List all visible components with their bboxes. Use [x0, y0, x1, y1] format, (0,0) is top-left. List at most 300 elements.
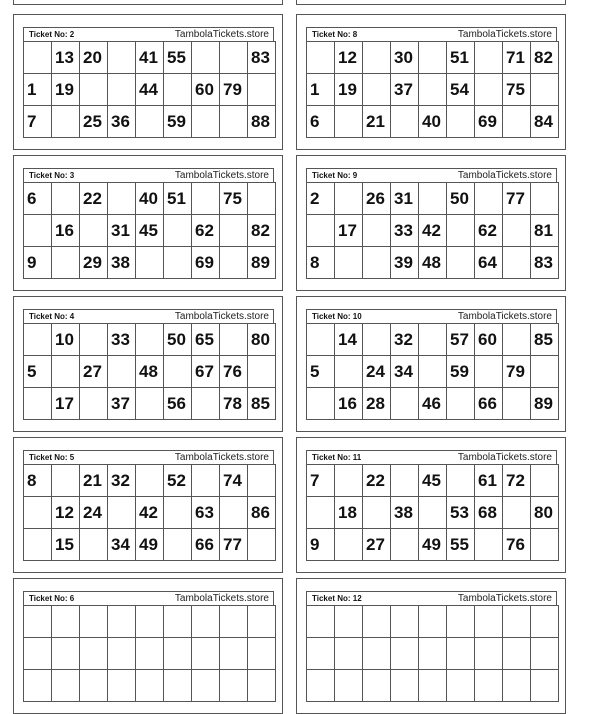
ticket-cell [192, 42, 220, 74]
ticket-cell [391, 638, 419, 670]
ticket-cell [52, 106, 80, 138]
ticket-cell [475, 74, 503, 106]
ticket-cell [391, 606, 419, 638]
ticket-cell [108, 606, 136, 638]
ticket-number: Ticket No: 4 [29, 312, 75, 321]
ticket-row [24, 465, 276, 497]
ticket-cell: 37 [108, 388, 136, 420]
ticket-cell: 7 [24, 106, 52, 138]
ticket-cell [419, 74, 447, 106]
ticket-cell [419, 356, 447, 388]
ticket-grid [306, 323, 559, 420]
tambola-ticket [13, 155, 283, 291]
ticket-cell: 15 [52, 529, 80, 561]
ticket-row [307, 606, 559, 638]
ticket-cell: 48 [136, 356, 164, 388]
ticket-cell [475, 183, 503, 215]
ticket-cell: 12 [52, 497, 80, 529]
ticket-cell: 33 [108, 324, 136, 356]
ticket-cell [531, 638, 559, 670]
ticket-cell [248, 638, 276, 670]
ticket-cell: 62 [475, 215, 503, 247]
ticket-row [24, 183, 276, 215]
ticket-cell: 14 [335, 324, 363, 356]
ticket-cell [531, 356, 559, 388]
ticket-cell: 19 [52, 74, 80, 106]
ticket-cell: 32 [108, 465, 136, 497]
ticket-row [24, 670, 276, 702]
ticket-cell: 54 [447, 74, 475, 106]
ticket-cell: 18 [335, 497, 363, 529]
ticket-cell: 31 [108, 215, 136, 247]
ticket-row [24, 356, 276, 388]
tambola-ticket [13, 0, 283, 5]
ticket-cell [307, 497, 335, 529]
ticket-cell: 46 [419, 388, 447, 420]
ticket-cell: 76 [220, 356, 248, 388]
ticket-cell [447, 215, 475, 247]
tambola-ticket [296, 155, 566, 291]
ticket-cell [248, 74, 276, 106]
ticket-cell: 36 [108, 106, 136, 138]
ticket-cell: 56 [164, 388, 192, 420]
ticket-row [307, 529, 559, 561]
ticket-cell [136, 670, 164, 702]
ticket-cell: 1 [24, 74, 52, 106]
ticket-grid [23, 605, 276, 702]
ticket-row [307, 183, 559, 215]
ticket-cell [108, 74, 136, 106]
ticket-cell: 28 [363, 388, 391, 420]
ticket-cell [363, 215, 391, 247]
ticket-cell [192, 183, 220, 215]
ticket-row [24, 324, 276, 356]
ticket-cell [80, 638, 108, 670]
ticket-cell [447, 106, 475, 138]
ticket-cell [475, 606, 503, 638]
ticket-cell [164, 638, 192, 670]
ticket-cell: 57 [447, 324, 475, 356]
ticket-cell: 65 [192, 324, 220, 356]
ticket-cell [531, 183, 559, 215]
ticket-cell [136, 247, 164, 279]
ticket-cell [24, 497, 52, 529]
ticket-cell [80, 529, 108, 561]
ticket-cell: 19 [335, 74, 363, 106]
ticket-cell: 2 [307, 183, 335, 215]
ticket-cell [24, 388, 52, 420]
ticket-cell: 17 [52, 388, 80, 420]
ticket-header [306, 450, 557, 464]
ticket-row [24, 215, 276, 247]
ticket-cell: 84 [531, 106, 559, 138]
ticket-cell: 67 [192, 356, 220, 388]
ticket-cell [24, 42, 52, 74]
ticket-cell [52, 247, 80, 279]
ticket-cell [220, 215, 248, 247]
ticket-header [23, 309, 274, 323]
ticket-header [306, 309, 557, 323]
ticket-row [24, 106, 276, 138]
ticket-cell: 86 [248, 497, 276, 529]
ticket-row [24, 529, 276, 561]
tambola-ticket [13, 578, 283, 714]
ticket-number: Ticket No: 9 [312, 171, 358, 180]
tambola-ticket [13, 296, 283, 432]
site-name: TambolaTickets.store [457, 452, 552, 463]
ticket-cell [335, 356, 363, 388]
ticket-cell [335, 106, 363, 138]
ticket-cell: 60 [192, 74, 220, 106]
ticket-cell [220, 42, 248, 74]
ticket-cell: 39 [391, 247, 419, 279]
ticket-cell [164, 74, 192, 106]
site-name: TambolaTickets.store [174, 452, 269, 463]
ticket-cell [363, 74, 391, 106]
ticket-cell: 20 [80, 42, 108, 74]
ticket-cell: 6 [24, 183, 52, 215]
ticket-cell [503, 638, 531, 670]
ticket-cell [220, 606, 248, 638]
ticket-cell [80, 74, 108, 106]
ticket-cell: 22 [363, 465, 391, 497]
site-name: TambolaTickets.store [457, 311, 552, 322]
tambola-ticket [13, 14, 283, 150]
ticket-cell [307, 638, 335, 670]
ticket-cell: 49 [419, 529, 447, 561]
ticket-cell: 71 [503, 42, 531, 74]
ticket-cell: 25 [80, 106, 108, 138]
ticket-cell: 27 [80, 356, 108, 388]
ticket-cell: 17 [335, 215, 363, 247]
ticket-cell [80, 670, 108, 702]
ticket-cell [307, 42, 335, 74]
ticket-row [307, 670, 559, 702]
ticket-grid [23, 323, 276, 420]
ticket-cell: 42 [419, 215, 447, 247]
ticket-cell: 80 [531, 497, 559, 529]
ticket-cell [52, 638, 80, 670]
site-name: TambolaTickets.store [174, 593, 269, 604]
ticket-cell [136, 638, 164, 670]
ticket-row [307, 42, 559, 74]
ticket-cell [248, 606, 276, 638]
ticket-cell [531, 74, 559, 106]
ticket-cell [335, 606, 363, 638]
ticket-cell [192, 638, 220, 670]
ticket-cell: 55 [447, 529, 475, 561]
ticket-cell: 10 [52, 324, 80, 356]
ticket-cell [164, 356, 192, 388]
tambola-ticket [296, 578, 566, 714]
ticket-cell [335, 183, 363, 215]
ticket-cell [447, 465, 475, 497]
ticket-cell: 1 [307, 74, 335, 106]
ticket-header [23, 168, 274, 182]
ticket-row [24, 247, 276, 279]
ticket-cell [531, 670, 559, 702]
ticket-cell: 69 [192, 247, 220, 279]
ticket-row [307, 247, 559, 279]
ticket-cell: 21 [363, 106, 391, 138]
ticket-cell [475, 638, 503, 670]
ticket-cell: 26 [363, 183, 391, 215]
ticket-cell [24, 324, 52, 356]
site-name: TambolaTickets.store [174, 170, 269, 181]
ticket-cell [220, 670, 248, 702]
ticket-cell: 40 [419, 106, 447, 138]
ticket-cell [80, 388, 108, 420]
ticket-cell: 53 [447, 497, 475, 529]
ticket-cell [419, 670, 447, 702]
ticket-cell: 78 [220, 388, 248, 420]
ticket-row [307, 388, 559, 420]
ticket-cell: 9 [307, 529, 335, 561]
site-name: TambolaTickets.store [457, 170, 552, 181]
ticket-cell [503, 215, 531, 247]
ticket-cell: 68 [475, 497, 503, 529]
ticket-cell [164, 670, 192, 702]
ticket-cell [503, 606, 531, 638]
ticket-cell [363, 497, 391, 529]
ticket-cell [80, 606, 108, 638]
ticket-cell: 83 [248, 42, 276, 74]
ticket-row [307, 465, 559, 497]
site-name: TambolaTickets.store [457, 593, 552, 604]
ticket-cell [503, 106, 531, 138]
ticket-cell: 22 [80, 183, 108, 215]
ticket-cell [248, 670, 276, 702]
ticket-cell: 74 [220, 465, 248, 497]
ticket-cell [108, 670, 136, 702]
ticket-row [307, 215, 559, 247]
ticket-cell [248, 465, 276, 497]
ticket-cell: 38 [108, 247, 136, 279]
ticket-cell: 5 [307, 356, 335, 388]
ticket-cell [108, 356, 136, 388]
ticket-cell: 51 [447, 42, 475, 74]
ticket-cell: 49 [136, 529, 164, 561]
ticket-cell [80, 215, 108, 247]
ticket-cell [24, 529, 52, 561]
ticket-row [307, 638, 559, 670]
ticket-cell: 75 [220, 183, 248, 215]
ticket-row [307, 324, 559, 356]
ticket-cell [164, 215, 192, 247]
ticket-cell [531, 606, 559, 638]
ticket-cell [192, 388, 220, 420]
ticket-cell [363, 606, 391, 638]
ticket-cell: 83 [531, 247, 559, 279]
ticket-cell [447, 638, 475, 670]
ticket-cell [164, 247, 192, 279]
ticket-cell [307, 388, 335, 420]
ticket-cell [108, 183, 136, 215]
ticket-cell: 63 [192, 497, 220, 529]
ticket-cell: 61 [475, 465, 503, 497]
ticket-cell: 34 [108, 529, 136, 561]
ticket-row [307, 497, 559, 529]
ticket-cell [220, 247, 248, 279]
ticket-cell: 82 [531, 42, 559, 74]
ticket-cell: 32 [391, 324, 419, 356]
ticket-cell: 13 [52, 42, 80, 74]
ticket-cell [363, 638, 391, 670]
ticket-cell: 8 [24, 465, 52, 497]
ticket-header [23, 450, 274, 464]
ticket-cell [80, 324, 108, 356]
ticket-cell [475, 356, 503, 388]
ticket-cell [307, 215, 335, 247]
ticket-cell: 41 [136, 42, 164, 74]
ticket-cell: 33 [391, 215, 419, 247]
ticket-cell [164, 529, 192, 561]
ticket-cell: 37 [391, 74, 419, 106]
ticket-cell [363, 247, 391, 279]
ticket-grid [306, 182, 559, 279]
ticket-row [24, 497, 276, 529]
ticket-cell: 30 [391, 42, 419, 74]
ticket-cell: 12 [335, 42, 363, 74]
ticket-cell: 40 [136, 183, 164, 215]
ticket-cell [52, 670, 80, 702]
ticket-cell: 85 [248, 388, 276, 420]
ticket-row [307, 356, 559, 388]
ticket-cell [248, 183, 276, 215]
ticket-cell: 72 [503, 465, 531, 497]
ticket-cell [475, 529, 503, 561]
ticket-cell: 50 [164, 324, 192, 356]
ticket-cell: 81 [531, 215, 559, 247]
ticket-cell [136, 106, 164, 138]
ticket-number: Ticket No: 5 [29, 453, 75, 462]
ticket-cell [475, 670, 503, 702]
ticket-cell: 38 [391, 497, 419, 529]
ticket-number: Ticket No: 11 [312, 453, 362, 462]
site-name: TambolaTickets.store [174, 311, 269, 322]
ticket-cell [24, 638, 52, 670]
ticket-cell [192, 106, 220, 138]
ticket-cell [335, 247, 363, 279]
ticket-row [24, 638, 276, 670]
ticket-cell: 66 [475, 388, 503, 420]
ticket-header [306, 591, 557, 605]
ticket-cell: 55 [164, 42, 192, 74]
ticket-cell [24, 606, 52, 638]
ticket-cell: 50 [447, 183, 475, 215]
ticket-number: Ticket No: 6 [29, 594, 75, 603]
ticket-cell: 27 [363, 529, 391, 561]
tambola-ticket [296, 437, 566, 573]
ticket-cell: 82 [248, 215, 276, 247]
ticket-cell [419, 638, 447, 670]
ticket-cell [307, 606, 335, 638]
ticket-cell: 44 [136, 74, 164, 106]
ticket-cell [307, 670, 335, 702]
ticket-cell: 6 [307, 106, 335, 138]
ticket-cell: 66 [192, 529, 220, 561]
ticket-cell [307, 324, 335, 356]
ticket-cell [391, 106, 419, 138]
ticket-cell [192, 670, 220, 702]
ticket-header [23, 591, 274, 605]
ticket-cell [164, 606, 192, 638]
ticket-grid [306, 464, 559, 561]
ticket-cell [52, 606, 80, 638]
ticket-cell [248, 529, 276, 561]
ticket-number: Ticket No: 12 [312, 594, 362, 603]
ticket-cell [52, 465, 80, 497]
ticket-cell: 24 [80, 497, 108, 529]
ticket-cell [335, 529, 363, 561]
ticket-cell [419, 606, 447, 638]
ticket-cell: 85 [531, 324, 559, 356]
tambola-ticket [13, 437, 283, 573]
ticket-cell: 45 [419, 465, 447, 497]
ticket-cell [335, 465, 363, 497]
ticket-cell [503, 324, 531, 356]
ticket-row [307, 106, 559, 138]
ticket-cell: 8 [307, 247, 335, 279]
ticket-cell [419, 497, 447, 529]
ticket-header [306, 27, 557, 41]
ticket-cell: 79 [220, 74, 248, 106]
ticket-cell [419, 42, 447, 74]
tambola-ticket [296, 14, 566, 150]
ticket-row [24, 606, 276, 638]
ticket-cell [363, 42, 391, 74]
ticket-cell: 9 [24, 247, 52, 279]
ticket-grid [23, 182, 276, 279]
ticket-cell [248, 356, 276, 388]
ticket-cell [447, 388, 475, 420]
ticket-cell [447, 670, 475, 702]
ticket-cell: 21 [80, 465, 108, 497]
ticket-cell [335, 638, 363, 670]
site-name: TambolaTickets.store [457, 29, 552, 40]
ticket-cell [220, 106, 248, 138]
ticket-cell: 16 [335, 388, 363, 420]
ticket-cell [136, 388, 164, 420]
ticket-cell [391, 670, 419, 702]
ticket-cell [136, 324, 164, 356]
ticket-cell [447, 247, 475, 279]
ticket-cell [531, 465, 559, 497]
ticket-cell [335, 670, 363, 702]
ticket-cell: 69 [475, 106, 503, 138]
ticket-cell [503, 388, 531, 420]
ticket-cell [447, 606, 475, 638]
ticket-cell [192, 606, 220, 638]
site-name: TambolaTickets.store [174, 29, 269, 40]
ticket-row [307, 74, 559, 106]
ticket-cell [220, 497, 248, 529]
ticket-cell: 16 [52, 215, 80, 247]
ticket-cell: 76 [503, 529, 531, 561]
ticket-cell [419, 324, 447, 356]
ticket-cell [108, 638, 136, 670]
ticket-cell: 51 [164, 183, 192, 215]
ticket-cell [391, 465, 419, 497]
ticket-cell [192, 465, 220, 497]
ticket-cell [136, 606, 164, 638]
ticket-cell [136, 465, 164, 497]
ticket-cell: 31 [391, 183, 419, 215]
ticket-grid [23, 41, 276, 138]
ticket-cell: 62 [192, 215, 220, 247]
ticket-cell [391, 529, 419, 561]
ticket-cell: 59 [447, 356, 475, 388]
